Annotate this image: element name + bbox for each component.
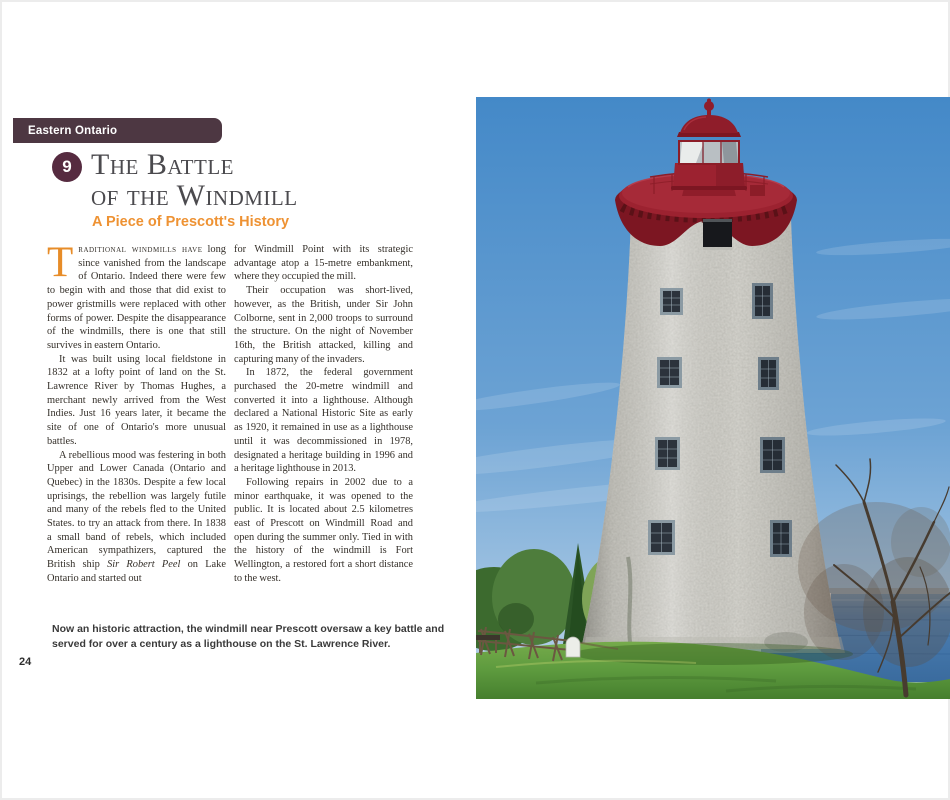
article-column-left: Traditional windmills have long since vanished from the landscape of Ontario. Indeed there were few to begin with and those that did exist to power gristmills were replaced with other forms of power. Despite the disappearance of the windmills, there is one that still survives in eastern Ontario. It was built using local fieldstone in 1832 at a lofty point of land on the St. Lawrence River by Thomas Hughes, a merchant newly arrived from the West Indies. Just 16 years later, it became the site of one of Ontario's more unusual battles. A rebellious mood was festering in both Upper and Lower Canada (Ontario and Quebec) in the 1830s. Despite a few local uprisings, the rebellion was largely futile and many of the rebels fled to the United States. to try an attack from there. In 1838 a small band of rebels, which included American sympathizers, captured the British ship Sir Robert Peel on Lake Ontario and started out — [47, 239, 226, 584]
page-title-line1: The Battle — [91, 148, 234, 181]
window — [657, 357, 682, 388]
window — [648, 520, 675, 555]
page-subtitle: A Piece of Prescott's History — [92, 214, 290, 230]
page-number: 24 — [19, 656, 32, 668]
region-banner-label: Eastern Ontario — [28, 124, 118, 137]
page-title-line2: of the Windmill — [91, 179, 298, 212]
windmill-photo-illustration — [476, 97, 950, 699]
page-title — [91, 149, 298, 211]
windmill-photo — [476, 97, 950, 699]
tower-opening — [703, 219, 732, 250]
window — [660, 288, 683, 315]
window — [655, 437, 680, 470]
window — [752, 283, 773, 319]
white-monument — [566, 637, 580, 657]
region-banner — [13, 118, 222, 143]
article-column-right: for Windmill Point with its strategic advantage atop a 15-metre embankment, where they occupied the mill. Their occupation was short-lived, however, as the British, under Sir John Colborne, sent in 2,000 troops to surround the structure. On the night of November 16th, the British attacked, killing and capturing many of the invaders. In 1872, the federal government purchased the 20-metre windmill and converted it into a lighthouse. Although declared a National Historic Site as early as 1920, it remained in use as a lighthouse until it was decommissioned in 1978, designated a heritage building in 1996 and a heritage lighthouse in 2013. Following repairs in 2002 due to a minor earthquake, it was opened to the public. It is located about 2.5 kilometres east of Prescott on Windmill Road and open during the summer only. Tied in with the history of the windmill is Fort Wellington, a restored fort a short distance to the west. — [234, 244, 413, 584]
window — [770, 520, 792, 557]
window — [758, 357, 779, 390]
window — [760, 437, 785, 473]
chapter-number: 9 — [62, 157, 72, 176]
chapter-number-badge — [52, 152, 82, 182]
photo-caption: Now an historic attraction, the windmill near Prescott oversaw a key battle and served for over a century as a lighthouse on the St. Lawrence River. — [52, 623, 445, 650]
